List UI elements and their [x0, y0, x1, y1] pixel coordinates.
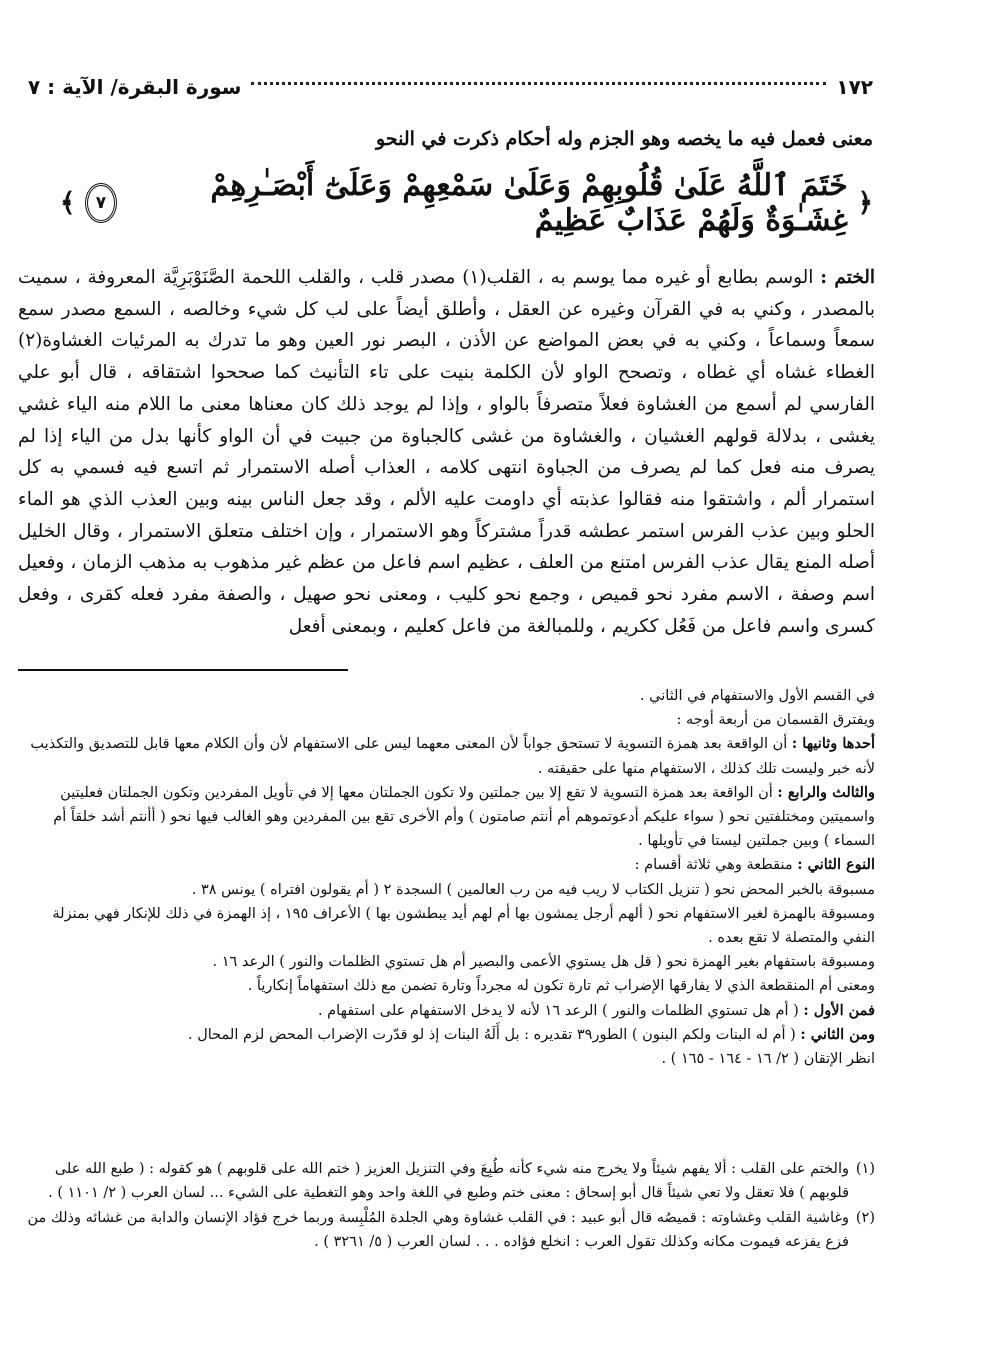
verse-close-bracket: ﴾ — [60, 188, 76, 218]
header-section-title: سورة البقرة/ الآية : ٧ — [28, 75, 242, 99]
note-line — [18, 732, 875, 780]
footnote — [18, 1157, 875, 1206]
note-line — [18, 878, 875, 902]
paragraph-body: الوسم بطابع أو غيره مما يوسم به ، القلب(١) مصدر قلب ، والقلب اللحمة الصَّنَوْبَرِيَّة المعروفة ، سميت بالمصدر ، وكني به في القرآن وغيره عن العقل ، وأطلق أيضاً على لب كل شيء وخالصه ، السمع مصدر سمع سمعاً وسماعاً ، وكني به في بعض المواضع عن الأذن ، البصر نور العين وهو ما تدرك به المرئيات الغشاوة(٢) الغطاء غشاه أي غطاه ، وتصحح الواو لأن الكلمة بنيت على تاء التأنيث كما صححوا اشتقاقه ، قال أبو علي الفارسي لم أسمع من الغشاوة فعلاً متصرفاً بالواو ، وإذا لم يوجد ذلك كان معناها معنى ما اللام منه الياء غشي يغشى ، بدلالة قولهم الغشيان ، والغشاوة من غشى كالجباوة من جبيت في أن الواو كأنها بدل من الياء إذا لم يصرف منه فعل كما لم يصرف من الجباوة انتهى كلامه ، العذاب أصله الاستمرار ثم اتسع فيه فسمي به كل استمرار ألم ، واشتقوا منه فقالوا عذبته أي داومت عليه الألم ، وقد جعل الناس بينه وبين العذب الذي هو الماء الحلو وبين عذب الفرس استمر عطشه قدراً مشتركاً وهو الاستمرار ، وإن اختلف متعلق الاستمرار ، وقال الخليل أصله المنع يقال عذب الفرس امتنع من العلف ، عظيم اسم فاعل من عظم غير مذهوب به مذهب الزمان ، وفعيل اسم وصفة ، الاسم مفرد نحو قميص ، وجمع نحو كليب ، ومعنى نحو صهيل ، والصفة مفرد فعله كقرى ، وفعل كسرى واسم فاعل من فَعُل ككريم ، وللمبالغة من فاعل كعليم ، وبمعنى أفعل — [18, 267, 875, 637]
note-text: أن الواقعة بعد همزة التسوية لا تقع إلا بين جملتين ولا تكون الجملتان معها إلا في تأويل المفردين وتكون الجملتان فعليتين واسميتين ومختلفتين نحو ( سواء عليكم أدعوتموهم أم أنتم صامتون ) وأم الأخرى تقع بين المفردين وهو الغالب فيها نحو ( أأنتم أشد خلقاً أم السماء ) وبين جملتين ليستا في تأويلها . — [53, 784, 875, 850]
note-line — [18, 999, 875, 1023]
note-text: ويفترق القسمان من أربعة أوجه : — [676, 712, 875, 729]
verse-text: خَتَمَ ٱللَّهُ عَلَىٰ قُلُوبِهِمْ وَعَلَىٰ سَمْعِهِمْ وَعَلَىٰٓ أَبْصَـٰرِهِمْ غِشَـٰوَةٌ وَلَهُمْ عَذَابٌ عَظِيمٌ — [210, 168, 848, 238]
note-text: مسبوقة بالخبر المحض نحو ( تنزيل الكتاب لا ريب فيه من رب العالمين ) السجدة ٢ ( أم يقولون افتراه ) يونس ٣٨ . — [191, 881, 875, 898]
note-line — [18, 974, 875, 998]
intro-line: معنى فعمل فيه ما يخصه وهو الجزم وله أحكام ذكرت في النحو — [376, 128, 873, 150]
ayah-number-badge: ٧ — [85, 183, 117, 223]
footnote-text: والختم على القلب : ألا يفهم شيئاً ولا يخرج منه شيء كأنه طُبِعَ وفي التنزيل العزيز ( ختم الله على قلوبهم ) هو كقوله : ( طبع الله على قلوبهم ) فلا تعقل ولا تعي شيئاً قال أبو إسحاق : معنى ختم وطبع في اللغة واحد وهو التغطية على الشيء ... لسان العرب ( ٢/ ١١٠١ ) . — [48, 1161, 849, 1202]
note-text: انظر الإتقان ( ٢/ ١٦ - ١٦٤ - ١٦٥ ) . — [661, 1051, 875, 1068]
main-commentary — [18, 262, 875, 642]
note-line — [18, 902, 875, 950]
commentary-paragraph — [18, 262, 875, 642]
note-lead: فمن الأول : — [803, 1001, 875, 1019]
note-text: في القسم الأول والاستفهام في الثاني . — [639, 688, 875, 704]
footnote-number: (١) — [855, 1161, 875, 1177]
footnote-text: وغاشية القلب وغشاوته : قميصُه قال أبو عبيد : في القلب غشاوة وهي الجلدة المُلْبِسة وربما خرج فؤاد الإنسان والدابة من غشائه وذلك من فزع يفزعه فيموت مكانه وكذلك تقول العرب : انخلع فؤاده . . . لسان العرب ( ٥/ ٣٢٦١ ) . — [27, 1209, 849, 1251]
footnote — [18, 1206, 875, 1255]
footnote-separator — [18, 669, 348, 671]
note-lead: أحدها وثانيها : — [791, 735, 875, 753]
footnote-number: (٢) — [855, 1209, 875, 1226]
continued-notes — [18, 684, 875, 1071]
note-lead: والثالث والرابع : — [777, 783, 875, 801]
quran-verse — [60, 168, 873, 238]
note-line — [18, 684, 875, 708]
note-line — [18, 708, 875, 732]
note-line — [18, 950, 875, 974]
note-text: ( أم له البنات ولكم البنون ) الطور٣٩ تقديره : بل أَلَهُ البنات إذ لو قدّرت الإضراب المحض لزم المحال . — [187, 1026, 801, 1043]
note-lead: النوع الثاني : — [797, 856, 875, 874]
running-header — [28, 72, 873, 102]
note-text: ( أم هل تستوي الظلمات والنور ) الرعد ١٦ لأنه لا يدخل الاستفهام على استفهام . — [317, 1002, 804, 1019]
note-text: منقطعة وهي ثلاثة أقسام : — [634, 857, 798, 874]
note-text: ومسبوقة بالهمزة لغير الاستفهام نحو ( ألهم أرجل يمشون بها أم لهم أيد يبطشون بها ) الأعراف ١٩٥ ، إذ الهمزة في ذلك للإنكار فهي بمنزلة النفي والمتصلة لا تقع بعده . — [52, 905, 875, 947]
note-text: ومعنى أم المنقطعة الذي لا يفارقها الإضراب ثم تارة تكون له مجرداً وتارة تضمن مع ذلك استفهاماً إنكارياً . — [247, 978, 875, 995]
header-dotted-leader — [251, 82, 826, 85]
note-line — [18, 1023, 875, 1047]
note-line — [18, 853, 875, 877]
footnotes — [18, 1157, 875, 1255]
note-text: أن الواقعة بعد همزة التسوية لا تستحق جواباً لأن المعنى معهما ليس على الاستفهام لأن وأن الكلام معها قابل للتصديق والتكذيب لأنه خبر وليست تلك كذلك ، الاستفهام منها على حقيقته . — [30, 736, 875, 777]
page-number: ١٧٢ — [836, 75, 873, 99]
paragraph-lead: الختم : — [820, 267, 876, 288]
note-line — [18, 781, 875, 854]
verse-open-bracket: ﴿ — [857, 188, 873, 218]
note-lead: ومن الثاني : — [800, 1025, 875, 1043]
note-line — [18, 1047, 875, 1071]
note-text: ومسبوقة باستفهام بغير الهمزة نحو ( قل هل يستوي الأعمى والبصير أم هل تستوي الظلمات والنور ) الرعد ١٦ . — [212, 954, 875, 971]
